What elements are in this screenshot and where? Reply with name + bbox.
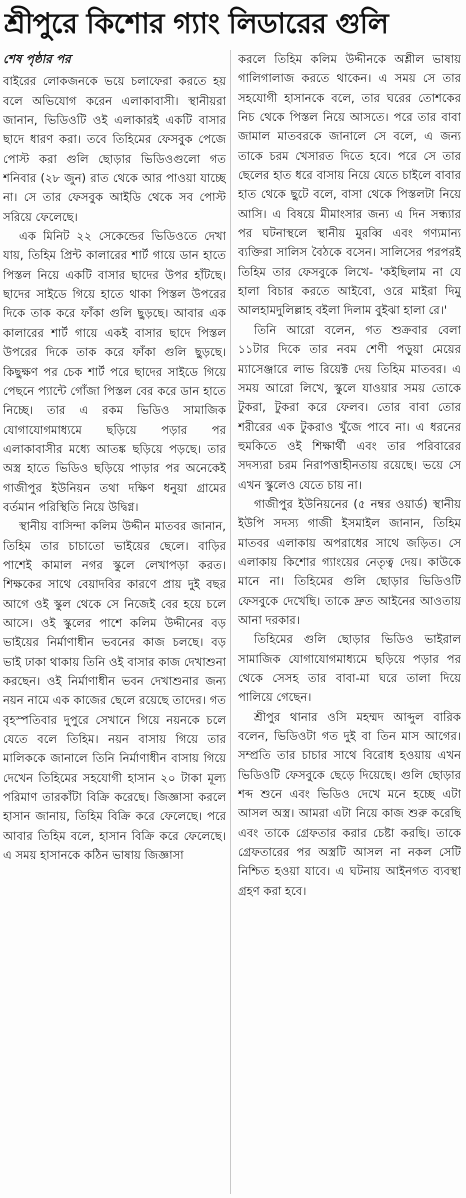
paragraph: এক মিনিট ২২ সেকেন্ডের ভিডিওতে দেখা যায়, তিহিম প্রিন্ট কালারের শার্ট গায়ে ডান হাতে পিস্তল নিয়ে একটি বাসার ছাদের উপর হাঁটছে। ছাদের সাইডে গিয়ে হাতে থাকা পিস্তল উপরের দিকে তাক করে ফাঁকা গুলি ছুড়ছে। আবার এক কালারের শার্ট গায়ে একই বাসার ছাদে পিস্তল উপরের দিকে তাক করে ফাঁকা গুলি ছুড়ছে। কিছুক্ষণ পর চেক শার্ট পরে ছাদের সাইডে গিয়ে পেছনে প্যান্টে গোঁজা পিস্তল বের করে ডান হাতে নিচ্ছে। তার এ রকম ভিডিও সামাজিক যোগাযোগমাধ্যমে ছড়িয়ে পড়ার পর এলাকাবাসীর মধ্যে আতঙ্ক ছড়িয়ে পড়ছে। তার অস্ত্র হাতে ভিডিও ছড়িয়ে পাড়ার পর অনেকেই গাজীপুর ইউনিয়ন তথা দক্ষিণ ধনুয়া গ্রামের বর্তমান পরিস্থিতি নিয়ে উদ্বিগ্ন। xyxy=(3,229,226,514)
paragraph: শ্রীপুর থানার ওসি মহম্মদ আব্দুল বারিক বলেন, ভিডিওটা গত দুই বা তিন মাস আগের। সম্প্রতি তার চাচার সাথে বিরোধ হওয়ায় এখন ভিডিওটি ফেসবুকে ছেড়ে দিয়েছে। গুলি ছোড়ার শব্দ শুনে এবং ভিডিও দেখে মনে হচ্ছে এটা আসল অস্ত্র। আমরা এটা নিয়ে কাজ শুরু করেছি এবং তাকে গ্রেফতার করার চেষ্টা করছি। তাকে গ্রেফতারের পর অস্ত্রটি আসল না নকল সেটি নিশ্চিত হওয়া যাবে। এ ঘটনায় আইনগত ব্যবস্থা গ্রহণ করা হবে। xyxy=(238,709,461,898)
paragraph: তিহিমের গুলি ছোড়ার ভিডিও ভাইরাল সামাজিক যোগাযোগমাধ্যমে ছড়িয়ে পড়ার পর থেকে সেসহ তার বাবা-মা ঘরে তালা দিয়ে পালিয়ে গেছেন। xyxy=(238,632,461,705)
column-divider xyxy=(230,50,231,1194)
article-column-right xyxy=(238,50,461,1194)
paragraph: গাজীপুর ইউনিয়নের (৫ নম্বর ওয়ার্ড) স্থানীয় ইউপি সদস্য গাজী ইসমাইল জানান, তিহিম মাতবর এলাকায় অপরাধের সাথে জড়িত। সে এলাকায় কিশোর গ্যাংয়ের নেতৃত্ব দেয়। কাউকে মানে না। তিহিমের গুলি ছোড়ার ভিডিওটি ফেসবুকে দেখেছি। তাকে দ্রুত আইনের আওতায় আনা দরকার। xyxy=(238,496,461,627)
continuation-label: শেষ পৃষ্ঠার পর xyxy=(3,52,71,66)
article-column-left xyxy=(3,50,226,1194)
paragraph: বাইরের লোকজনকে ভয়ে চলাফেরা করতে হয় বলে অভিযোগ করেন এলাকাবাসী। স্থানীয়রা জানান, ভিডিওটি ওই এলাকারই একটি বাসার ছাদে ধারণ করা। তবে তিহিমের ফেসবুক পেজে পোস্ট করা গুলি ছোড়ার ভিডিওগুলো গত শনিবার (২৮ জুন) রাত থেকে আর পাওয়া যাচ্ছে না। সে তার ফেসবুক আইডি থেকে সব পোস্ট সরিয়ে ফেলেছে। xyxy=(3,74,226,224)
article-headline: শ্রীপুরে কিশোর গ্যাং লিডারের গুলি xyxy=(4,7,389,40)
paragraph: করলে তিহিম কলিম উদ্দীনকে অশ্লীল ভাষায় গালিগালাজ করতে থাকেন। এ সময় সে তার সহযোগী হাসানকে বলে, তার ঘরের তোশকের নিচ থেকে পিস্তল নিয়ে আসতে। পরে তার বাবা জামাল মাতবরকে জানালে সে বলে, এ জন্য তাকে চরম খেসারত দিতে হবে। পরে সে তার ছেলের হাত ধরে বাসায় নিয়ে যেতে চাইলে বাবার হাত থেকে ছুটে বলে, বাসা থেকে পিস্তলটা নিয়ে আসি। এ বিষয়ে মীমাংসার জন্য এ দিন সন্ধ্যার পর ঘটনাস্থলে স্থানীয় মুরব্বি এবং গণ্যমান্য ব্যক্তিরা সালিস বৈঠকে বসেন। সালিসের পরপরই তিহিম তার ফেসবুকে লিখে- 'কইছিলাম না যে হালা বিচার করতে আইবো, ওরে মাইরা দিমু আলহামদুলিল্লাহ বইলা দিলাম বুইঝা হালা রে।' xyxy=(238,52,461,318)
paragraph: স্থানীয় বাসিন্দা কলিম উদ্দীন মাতবর জানান, তিহিম তার চাচাতো ভাইয়ের ছেলে। বাড়ির পাশেই কামাল নগর স্কুলে লেখাপড়া করত। শিক্ষকের সাথে বেয়াদবির কারণে প্রায় দুই বছর আগে ওই স্কুল থেকে সে নিজেই বের হয়ে চলে আসে। ওই স্কুলের পাশে কলিম উদ্দীনের বড় ভাইয়ের নির্মাণাধীন ভবনের কাজ চলছে। বড় ভাই ঢাকা থাকায় তিনি ওই বাসার কাজ দেখাশুনা করছেন। ওই নির্মাণাধীন ভবন দেখাশুনার জন্য নয়ন নামে এক কাজের ছেলে রয়েছে তাদের। গত বৃহস্পতিবার দুপুরে সেখানে গিয়ে নয়নকে চলে যেতে বলে তিহিম। নয়ন বাসায় গিয়ে তার মালিককে জানালে তিনি নির্মাণাধীন বাসায় গিয়ে দেখেন তিহিমের সহযোগী হাসান ২০ টাকা মূল্য পরিমাণ তারকাঁটা বিক্রি করেছে। জিজ্ঞাসা করলে হাসান জানায়, তিহিম বিক্রি করে ফেলেছে। পরে আবার তিহিম বলে, হাসান বিক্রি করে ফেলেছে। এ সময় হাসানকে কঠিন ভাষায় জিজ্ঞাসা xyxy=(3,519,226,863)
paragraph: তিনি আরো বলেন, গত শুক্রবার বেলা ১১টার দিকে তার নবম শেণী পড়ুয়া মেয়ের ম্যাসেঞ্জারে লাভ রিয়েক্ট দেয় তিহিম মাতবর। এ সময় আরো লিখে, স্কুলে যাওয়ার সময় তোকে টুকরা, টুকরা করে ফেলব। তোর বাবা তোর শরীরের এক টুকরাও খুঁজে পাবে না। এ ধরনের হুমকিতে ওই শিক্ষার্থী এবং তার পরিবারের সদস্যরা চরম নিরাপত্তাহীনতায় রয়েছে। ভয়ে সে এখন স্কুলেও যেতে চায় না। xyxy=(238,322,461,492)
